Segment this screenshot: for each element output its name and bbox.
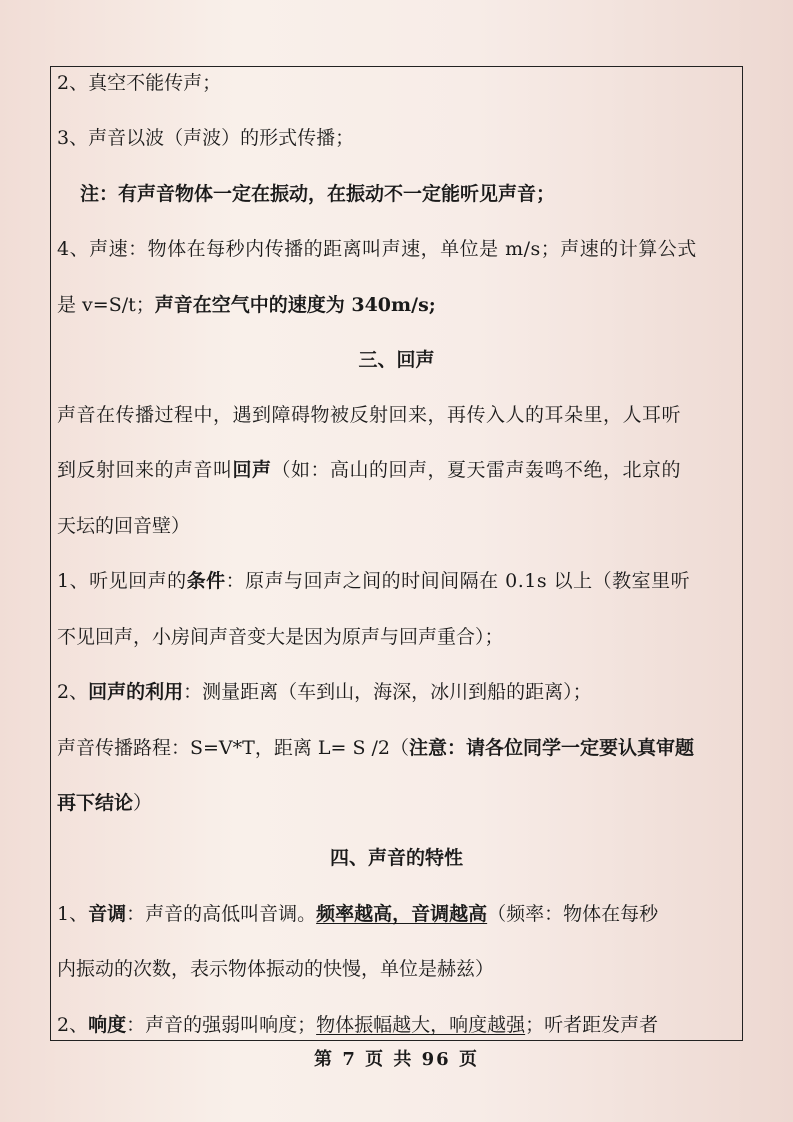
line-formula: 是 v=S/t；声音在空气中的速度为 340m/s; xyxy=(57,294,436,316)
line-wave: 3、声音以波（声波）的形式传播； xyxy=(57,127,355,149)
line-distance: 声音传播路程：S=V*T，距离 L= S /2（注意：请各位同学一定要认真审题 xyxy=(57,737,695,759)
line-sound-speed: 4、声速：物体在每秒内传播的距离叫声速，单位是 m/s；声速的计算公式 xyxy=(57,238,697,260)
line-echo-condition-2: 不见回声，小房间声音变大是因为原声与回声重合）； xyxy=(57,626,504,648)
note-vibration: 注：有声音物体一定在振动，在振动不一定能听见声音； xyxy=(80,183,556,205)
line-loudness: 2、响度：声音的强弱叫响度；物体振幅越大，响度越强；听者距发声者 xyxy=(57,1014,659,1036)
line-echo-def-3: 天坛的回音壁） xyxy=(57,515,191,537)
line-pitch: 1、音调：声音的高低叫音调。频率越高，音调越高（频率：物体在每秒 xyxy=(57,903,659,925)
line-echo-def-2: 到反射回来的声音叫回声（如：高山的回声，夏天雷声轰鸣不绝，北京的 xyxy=(57,459,682,481)
line-frequency: 内振动的次数，表示物体振动的快慢，单位是赫兹） xyxy=(57,958,495,980)
line-echo-use: 2、回声的利用：测量距离（车到山，海深，冰川到船的距离）； xyxy=(57,681,592,703)
line-vacuum: 2、真空不能传声； xyxy=(57,72,222,94)
line-echo-condition: 1、听见回声的条件：原声与回声之间的时间间隔在 0.1s 以上（教室里听 xyxy=(57,570,691,592)
section-characteristics-heading: 四、声音的特性 xyxy=(329,847,463,869)
section-echo-heading: 三、回声 xyxy=(358,349,435,371)
line-conclusion: 再下结论） xyxy=(57,792,153,814)
page-number: 第 7 页 共 96 页 xyxy=(314,1049,479,1070)
page-frame xyxy=(50,66,743,1041)
line-echo-def-1: 声音在传播过程中，遇到障碍物被反射回来，再传入人的耳朵里，人耳听 xyxy=(57,404,682,426)
